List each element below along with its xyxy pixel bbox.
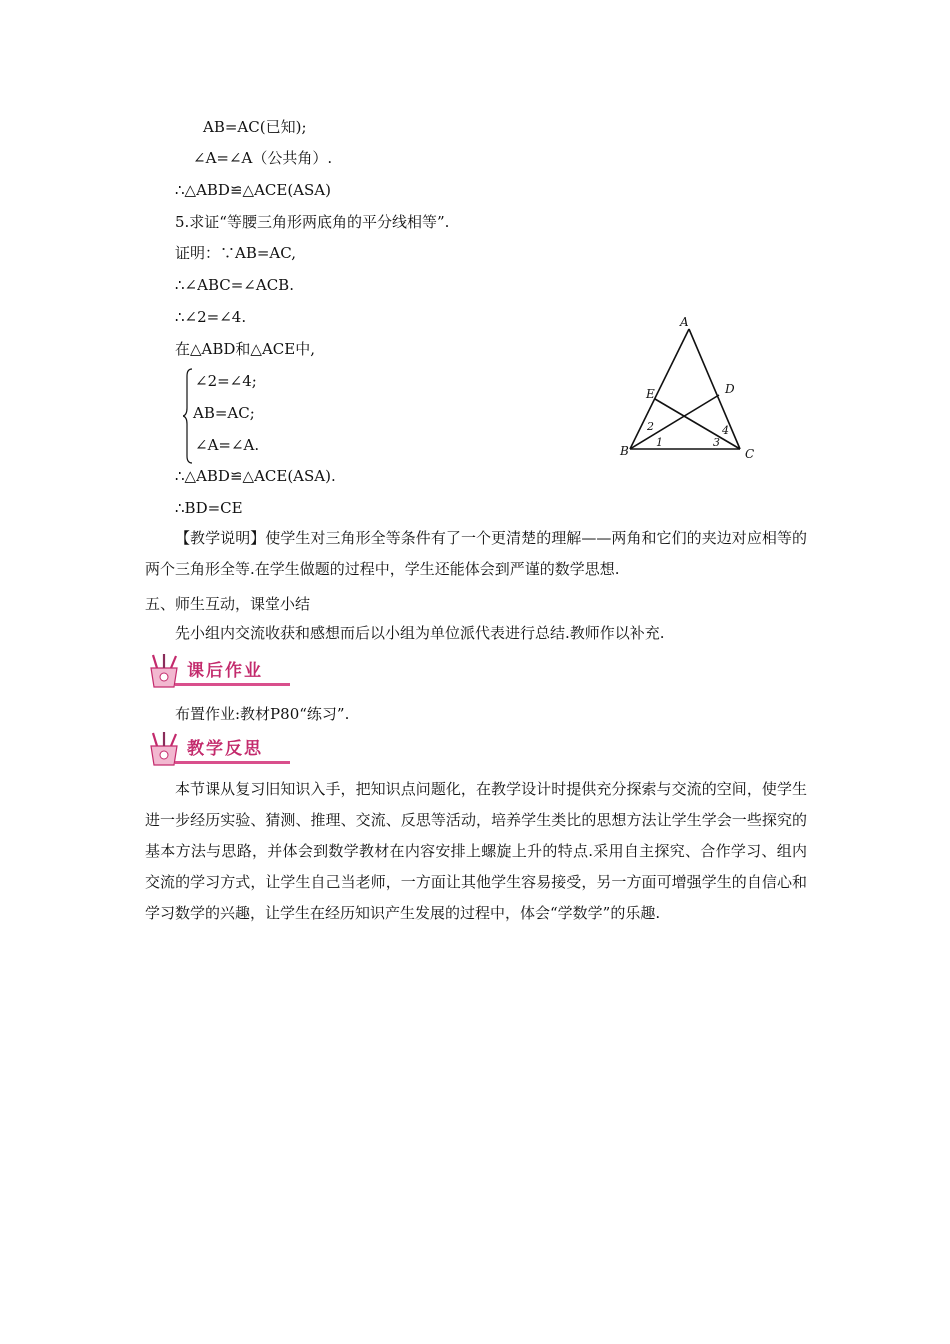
proof-line-ab-ac: AB=AC(已知);	[203, 118, 307, 136]
problem-5-conclusion-2: ∴BD=CE	[175, 499, 243, 517]
condition-brace	[183, 368, 193, 464]
label-angle-2: 2	[647, 420, 654, 433]
label-d: D	[725, 382, 735, 396]
reflection-title: 教学反思	[187, 739, 263, 759]
label-angle-4: 4	[722, 424, 729, 437]
section-5-text: 先小组内交流收获和感想而后以小组为单位派代表进行总结.教师作以补充.	[175, 624, 665, 642]
homework-header	[145, 652, 295, 692]
reflection-rule	[175, 761, 290, 764]
problem-5-proof-start: 证明：∵AB=AC,	[175, 244, 296, 262]
triangle-figure	[612, 312, 762, 462]
label-b: B	[620, 444, 629, 458]
section-5-heading: 五、师生互动，课堂小结	[145, 595, 311, 613]
label-a: A	[680, 315, 689, 329]
homework-title: 课后作业	[187, 661, 263, 681]
label-angle-1: 1	[656, 436, 663, 449]
teaching-note: 【教学说明】使学生对三角形全等条件有了一个更清楚的理解——两角和它们的夹边对应相等的两个三角形全等.在学生做题的过程中，学生还能体会到严谨的数学思想.	[145, 529, 807, 578]
reflection-header	[145, 730, 295, 770]
problem-5-step-1: ∴∠ABC=∠ACB.	[175, 276, 294, 294]
proof-line-congruent: ∴△ABD≌△ACE(ASA)	[175, 181, 331, 199]
reflection-text: 本节课从复习旧知识入手，把知识点问题化，在教学设计时提供充分探索与交流的空间，使学生进一步经历实验、猜测、推理、交流、反思等活动，培养学生类比的思想方法让学生学会一些探究的基本方法与思路，并体会到数学教材在内容安排上螺旋上升的特点.采用自主探究、合作学习、组内交流的学习方式，让学生自己当老师，一方面让其他学生容易接受，另一方面可增强学生的自信心和学习数学的兴趣，让学生在经历知识产生发展的过程中，体会“学数学”的乐趣.	[145, 780, 807, 922]
proof-line-common-angle: ∠A=∠A（公共角）.	[193, 149, 333, 167]
condition-3: ∠A=∠A.	[195, 436, 260, 454]
condition-2: AB=AC;	[193, 404, 255, 422]
problem-5-step-2: ∴∠2=∠4.	[175, 308, 247, 326]
condition-1: ∠2=∠4;	[195, 372, 257, 390]
problem-5-in-triangles: 在△ABD和△ACE中,	[175, 340, 315, 358]
problem-5-conclusion-1: ∴△ABD≌△ACE(ASA).	[175, 467, 336, 485]
homework-text: 布置作业:教材P80“练习”.	[175, 705, 350, 723]
label-c: C	[745, 447, 755, 461]
label-angle-3: 3	[713, 436, 720, 449]
homework-rule	[175, 683, 290, 686]
label-e: E	[646, 387, 655, 401]
problem-5-statement: 5.求证“等腰三角形两底角的平分线相等”.	[175, 213, 450, 231]
